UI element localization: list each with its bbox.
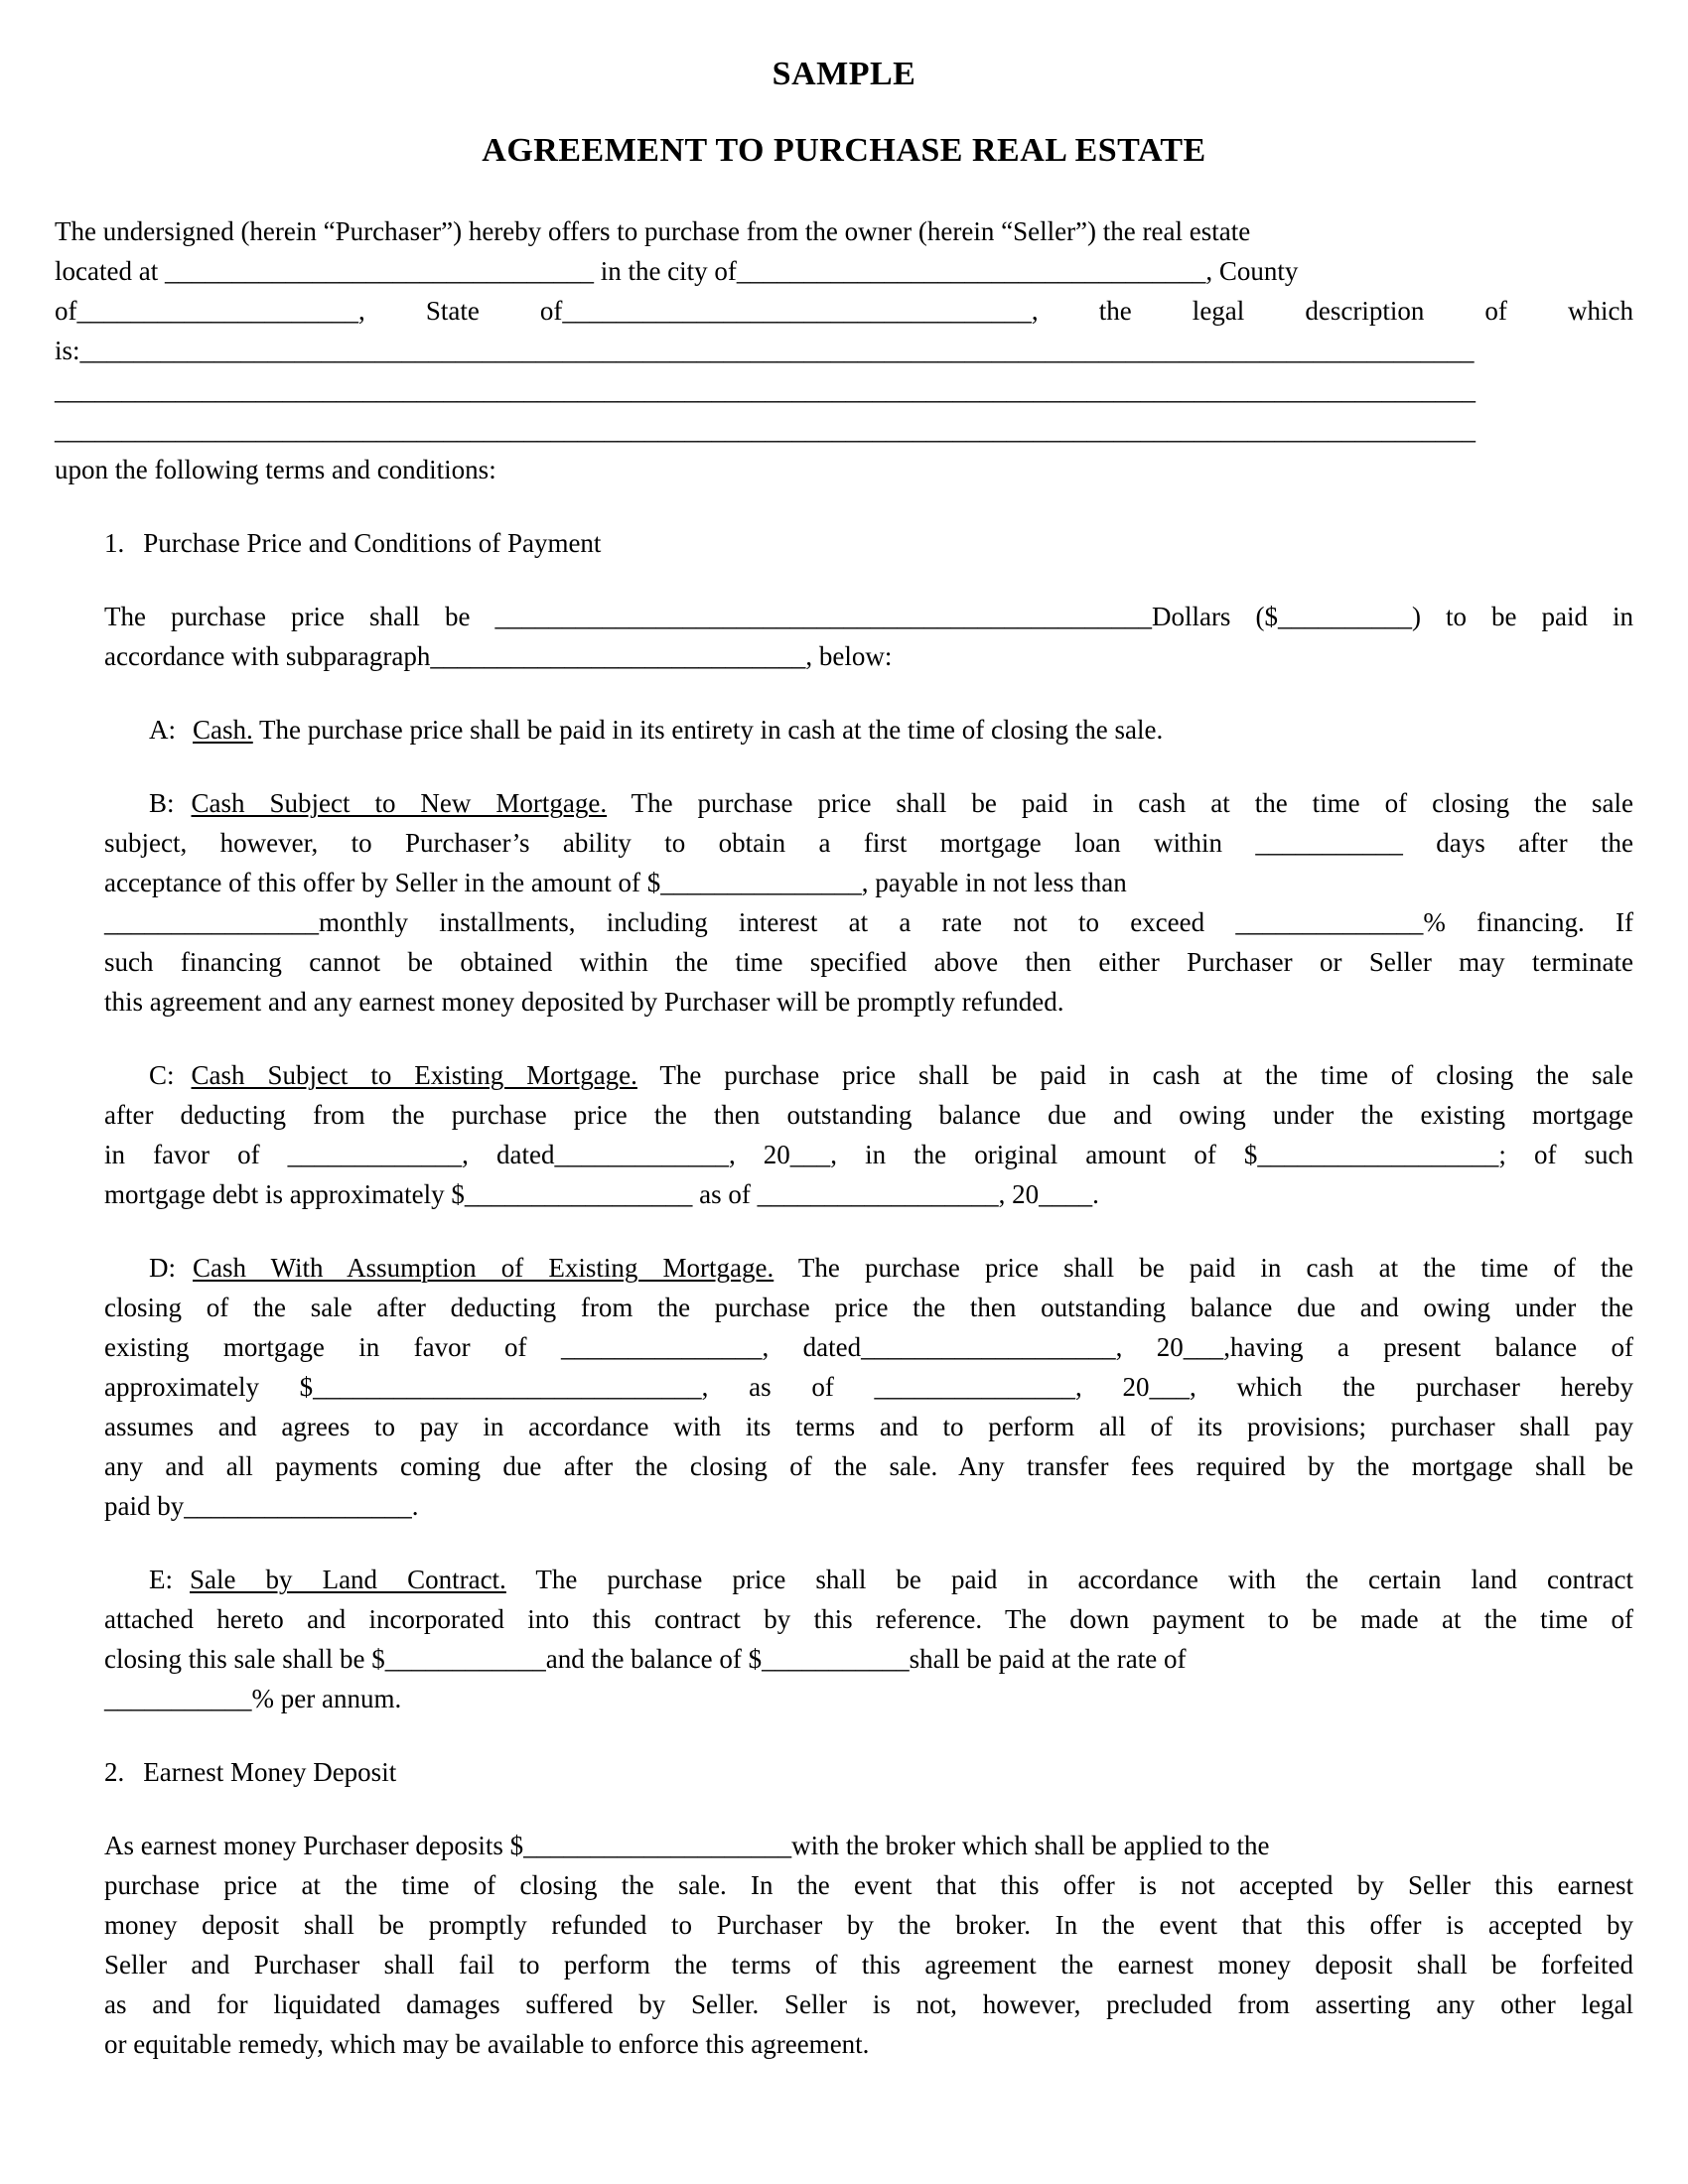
intro-line-2: located at ________________________________ in the city of___________________________________, County	[55, 256, 1299, 286]
section-1-heading-text: Purchase Price and Conditions of Payment	[143, 528, 602, 558]
subparagraph-d	[104, 1248, 1633, 1526]
intro-paragraph	[55, 211, 1633, 489]
subparagraph-b-line-2: subject, however, to Purchaser’s ability to obtain a first mortgage loan within ___________ days after the	[104, 828, 1633, 858]
sample-watermark-title: SAMPLE	[772, 56, 916, 92]
subparagraph-b-letter: B:	[149, 788, 175, 818]
subparagraph-c-line-3: in favor of _____________, dated_____________, 20___, in the original amount of $__________________; of such	[104, 1140, 1633, 1169]
intro-line-3: of_____________________, State of___________________________________, the legal description of which	[55, 296, 1633, 326]
subparagraph-d-line-4: approximately $_____________________________, as of _______________, 20___, which the purchaser hereby	[104, 1372, 1633, 1402]
earnest-money-paragraph	[104, 1826, 1633, 2064]
earnest-line-4: Seller and Purchaser shall fail to perform the terms of this agreement the earnest money deposit shall be forfeited	[104, 1950, 1633, 1979]
subparagraph-e-text: The purchase price shall be paid in accordance with the certain land contract	[505, 1565, 1633, 1594]
subparagraph-b	[104, 783, 1633, 1022]
subparagraph-e-letter: E:	[149, 1565, 173, 1594]
page-title: AGREEMENT TO PURCHASE REAL ESTATE	[482, 132, 1206, 169]
subparagraph-a-text: The purchase price shall be paid in its entirety in cash at the time of closing the sale.	[252, 715, 1164, 745]
section-2-heading	[104, 1752, 1633, 1792]
subparagraph-b-title: Cash Subject to New Mortgage.	[191, 788, 608, 818]
subparagraph-b-text: The purchase price shall be paid in cash at the time of closing the sale	[607, 788, 1633, 818]
subparagraph-b-line-5: such financing cannot be obtained within the time specified above then either Purchaser or Seller may terminate	[104, 947, 1633, 977]
subparagraph-d-title: Cash With Assumption of Existing Mortgage.	[193, 1253, 774, 1283]
subparagraph-c-title: Cash Subject to Existing Mortgage.	[191, 1060, 637, 1090]
subparagraph-c-line-2: after deducting from the purchase price the then outstanding balance due and owing under the existing mortgage	[104, 1100, 1633, 1130]
section-1-number: 1.	[104, 528, 125, 558]
subparagraph-e-line-1	[104, 1560, 1633, 1599]
intro-closing-line: upon the following terms and conditions:	[55, 455, 496, 484]
subparagraph-e-line-3: closing this sale shall be $____________and the balance of $___________shall be paid at the rate of	[104, 1644, 1187, 1674]
lead-line-1: The purchase price shall be _________________________________________________Dollars ($__________) to be paid in	[104, 602, 1633, 631]
subparagraph-b-line-6: this agreement and any earnest money deposited by Purchaser will be promptly refunded.	[104, 987, 1064, 1017]
subparagraph-a	[104, 710, 1633, 750]
subparagraph-a-letter: A:	[149, 715, 176, 745]
section-2-heading-text: Earnest Money Deposit	[143, 1757, 397, 1787]
earnest-line-2: purchase price at the time of closing the sale. In the event that this offer is not accepted by Seller this earnest	[104, 1870, 1633, 1900]
subparagraph-c-line-1	[104, 1055, 1633, 1095]
subparagraph-d-line-3: existing mortgage in favor of _______________, dated___________________, 20___,having a present balance of	[104, 1332, 1633, 1362]
subparagraph-c-text: The purchase price shall be paid in cash at the time of closing the sale	[636, 1060, 1633, 1090]
subparagraph-c-letter: C:	[149, 1060, 175, 1090]
earnest-line-5: as and for liquidated damages suffered by Seller. Seller is not, however, precluded from asserting any other legal	[104, 1989, 1633, 2019]
subparagraph-c-line-4: mortgage debt is approximately $_________________ as of __________________, 20____.	[104, 1179, 1099, 1209]
subparagraph-a-title: Cash.	[193, 715, 253, 745]
subparagraph-d-line-1	[104, 1248, 1633, 1288]
subparagraph-c	[104, 1055, 1633, 1214]
purchase-price-lead-paragraph	[104, 597, 1633, 676]
intro-line-1: The undersigned (herein “Purchaser”) hereby offers to purchase from the owner (herein “Seller”) the real estate	[55, 216, 1251, 246]
intro-line-4: is:________________________________________________________________________________________________________	[55, 336, 1475, 365]
blank-fill-line: __________________________________________________________________________________________________________	[55, 375, 1476, 405]
subparagraph-b-line-3: acceptance of this offer by Seller in the amount of $_______________, payable in not less than	[104, 868, 1127, 897]
section-1-heading	[104, 523, 1633, 563]
subparagraph-b-line-4: ________________monthly installments, including interest at a rate not to exceed ______________% financing. If	[104, 907, 1633, 937]
subparagraph-e-line-2: attached hereto and incorporated into this contract by this reference. The down payment to be made at the time of	[104, 1604, 1633, 1634]
subparagraph-d-letter: D:	[149, 1253, 176, 1283]
subparagraph-d-line-6: any and all payments coming due after the closing of the sale. Any transfer fees required by the mortgage shall be	[104, 1451, 1633, 1481]
subparagraph-d-line-2: closing of the sale after deducting from the purchase price the then outstanding balance due and owing under the	[104, 1293, 1633, 1322]
subparagraph-e-line-4: ___________% per annum.	[104, 1684, 402, 1713]
blank-fill-line: __________________________________________________________________________________________________________	[55, 415, 1476, 445]
subparagraph-d-line-7: paid by_________________.	[104, 1491, 419, 1521]
subparagraph-b-line-1	[104, 783, 1633, 823]
subparagraph-e	[104, 1560, 1633, 1718]
earnest-line-1: As earnest money Purchaser deposits $____________________with the broker which shall be applied to the	[104, 1831, 1270, 1860]
earnest-line-3: money deposit shall be promptly refunded to Purchaser by the broker. In the event that this offer is accepted by	[104, 1910, 1633, 1940]
lead-line-2: accordance with subparagraph____________________________, below:	[104, 641, 893, 671]
section-2-number: 2.	[104, 1757, 125, 1787]
earnest-line-6: or equitable remedy, which may be available to enforce this agreement.	[104, 2029, 870, 2059]
subparagraph-d-line-5: assumes and agrees to pay in accordance with its terms and to perform all of its provisions; purchaser shall pay	[104, 1412, 1633, 1441]
subparagraph-e-title: Sale by Land Contract.	[190, 1565, 506, 1594]
subparagraph-a-line-1	[104, 710, 1633, 750]
subparagraph-d-text: The purchase price shall be paid in cash at the time of the	[774, 1253, 1633, 1283]
